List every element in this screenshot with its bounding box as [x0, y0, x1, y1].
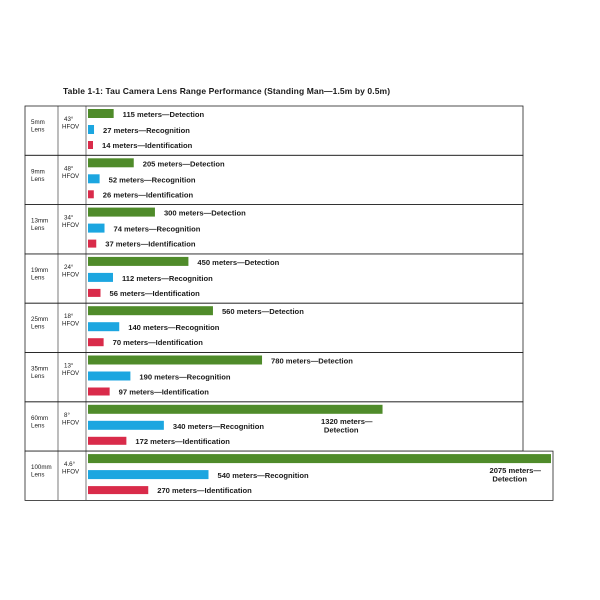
bar-identification [88, 486, 148, 494]
bar-detection [88, 257, 188, 266]
hfov-label: 13° [64, 362, 74, 370]
bar-recognition [88, 224, 105, 233]
bar-detection [88, 306, 213, 315]
data-label: 172 meters—Identification [135, 436, 230, 446]
bar-recognition [88, 273, 113, 282]
bar-detection [88, 454, 551, 463]
data-label: 300 meters—Detection [163, 208, 246, 218]
hfov-label: HFOV [62, 222, 80, 230]
bar-recognition [88, 174, 100, 183]
data-label: 97 meters—Identification [118, 387, 209, 397]
lens-label: Lens [31, 323, 45, 331]
data-label: 74 meters—Recognition [113, 224, 201, 234]
lens-label: Lens [31, 471, 45, 479]
lens-label: 5mm [31, 119, 45, 126]
lens-label: Lens [31, 126, 45, 134]
data-label: 780 meters—Detection [271, 356, 353, 366]
bar-identification [88, 190, 94, 198]
hfov-label: 8° [64, 411, 70, 419]
data-label: 27 meters—Recognition [103, 126, 190, 135]
lens-label: Lens [31, 422, 45, 430]
data-label: 450 meters—Detection [197, 257, 280, 267]
lens-label: 60mm [31, 414, 49, 422]
lens-label: 35mm [31, 365, 49, 373]
bar-detection [88, 356, 262, 365]
bar-identification [88, 289, 100, 297]
lens-label: Lens [31, 225, 45, 233]
lens-label: 13mm [31, 217, 49, 225]
data-label: 70 meters—Identification [112, 338, 203, 348]
hfov-label: 24° [64, 263, 74, 271]
data-label: 52 meters—Recognition [108, 175, 196, 185]
bar-recognition [88, 421, 164, 430]
data-label: 14 meters—Identification [102, 141, 193, 150]
data-label: 540 meters—Recognition [217, 471, 309, 481]
lens-label: 100mm [31, 464, 52, 472]
data-label: 190 meters—Recognition [139, 372, 231, 382]
bar-recognition [88, 470, 208, 479]
bar-identification [88, 240, 96, 248]
hfov-label: HFOV [62, 419, 80, 427]
hfov-label: HFOV [62, 320, 80, 328]
chart-title: Table 1-1: Tau Camera Lens Range Performance (Standing Man—1.5m by 0.5m) [63, 86, 391, 96]
bar-identification [88, 437, 126, 445]
data-label: 37 meters—Identification [105, 239, 196, 249]
data-label: Detection [323, 425, 359, 435]
bar-identification [88, 338, 104, 346]
data-label: 340 meters—Recognition [172, 421, 265, 431]
lens-label: 25mm [31, 316, 49, 324]
bar-detection [88, 208, 155, 217]
hfov-label: HFOV [62, 123, 80, 131]
bar-detection [88, 405, 383, 414]
data-label: 560 meters—Detection [221, 307, 304, 317]
data-label: 205 meters—Detection [142, 159, 225, 169]
data-label: 1320 meters— [321, 416, 373, 426]
lens-label: 19mm [31, 266, 49, 274]
hfov-label: 34° [64, 214, 74, 222]
bar-detection [88, 158, 134, 167]
hfov-label: HFOV [62, 271, 80, 279]
lens-label: Lens [31, 175, 45, 183]
data-label: 115 meters—Detection [122, 110, 205, 119]
data-label: 112 meters—Recognition [121, 273, 213, 283]
hfov-label: HFOV [62, 172, 80, 180]
data-label: 2075 meters— [489, 466, 541, 476]
lens-label: 9mm [31, 168, 45, 176]
hfov-label: 4.6° [64, 461, 76, 469]
data-label: 26 meters—Identification [102, 190, 194, 200]
hfov-label: HFOV [62, 370, 80, 377]
data-label: 56 meters—Identification [109, 288, 200, 298]
data-label: Detection [492, 474, 527, 484]
hfov-label: 18° [64, 313, 74, 321]
hfov-label: 48° [64, 165, 74, 173]
hfov-label: 43° [64, 116, 74, 123]
bar-identification [88, 141, 93, 149]
data-label: 270 meters—Identification [157, 486, 252, 496]
hfov-label: HFOV [62, 468, 80, 476]
lens-label: Lens [31, 274, 45, 282]
data-label: 140 meters—Recognition [128, 323, 220, 333]
bar-recognition [88, 372, 130, 381]
bar-recognition [88, 125, 94, 134]
bar-recognition [88, 322, 119, 331]
lens-label: Lens [31, 373, 45, 380]
bar-identification [88, 388, 110, 396]
bar-detection [88, 109, 114, 118]
